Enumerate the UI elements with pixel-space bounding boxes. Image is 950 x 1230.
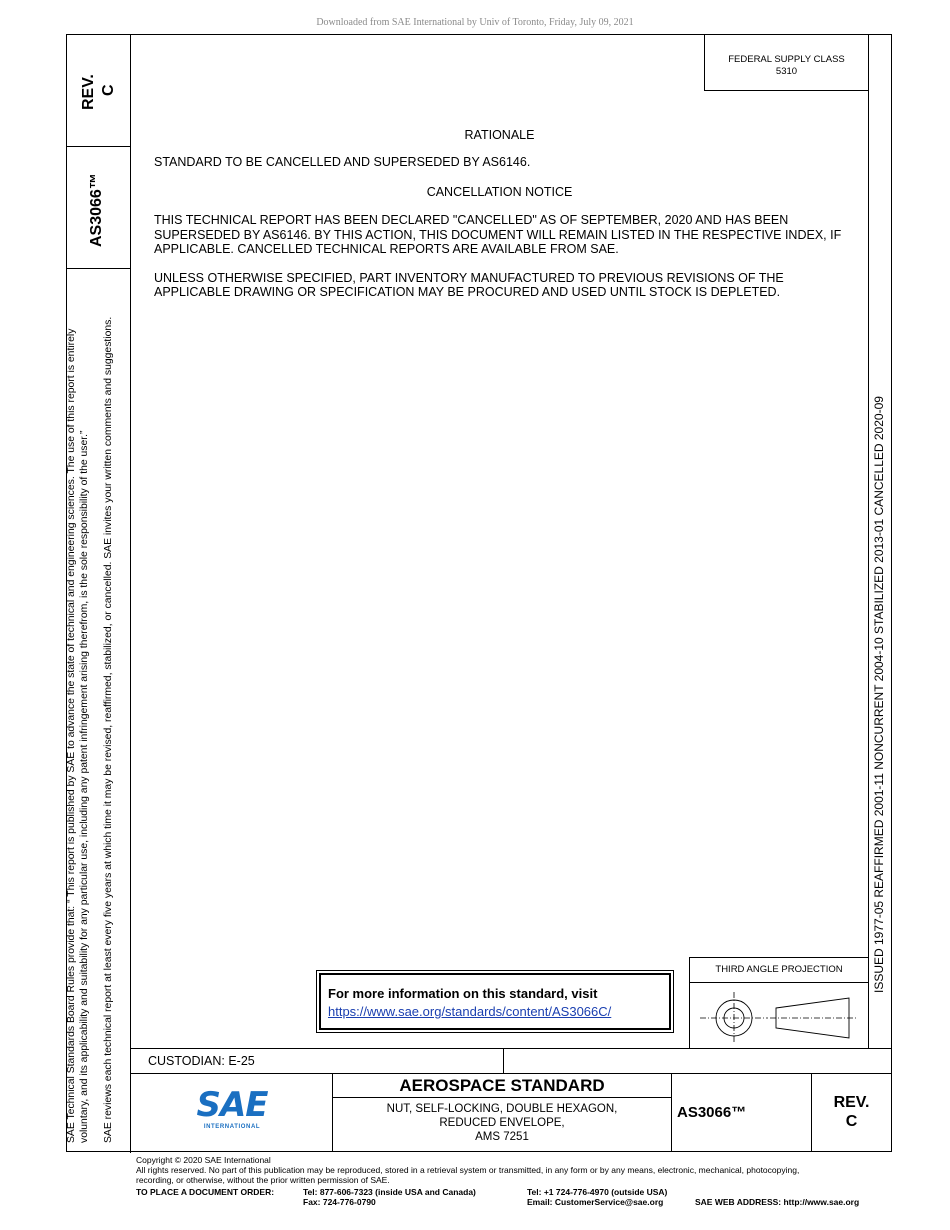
supply-class-value: 5310: [775, 66, 798, 77]
download-note: Downloaded from SAE International by Univ of Toronto, Friday, July 09, 2021: [316, 17, 634, 28]
projection-divider: [689, 982, 869, 983]
web-address: SAE WEB ADDRESS: http://www.sae.org: [695, 1197, 860, 1207]
tel-usa: Tel: 877-606-7323 (inside USA and Canada): [303, 1187, 476, 1197]
fax: Fax: 724-776-0790: [303, 1197, 376, 1207]
rights-line1: All rights reserved. No part of this publication may be reproduced, stored in a retrieval system or transmitted, in any form or by any means, electronic, mechanical, photocopying,: [136, 1165, 800, 1175]
inventory-line2: APPLICABLE DRAWING OR SPECIFICATION MAY BE PROCURED AND USED UNTIL STOCK IS DEPLETED.: [154, 285, 781, 299]
left-rev-label: REV.: [80, 74, 97, 110]
title-row-line: [131, 1073, 892, 1074]
inventory-line1: UNLESS OTHERWISE SPECIFIED, PART INVENTORY MANUFACTURED TO PREVIOUS REVISIONS OF THE: [154, 271, 784, 285]
info-box: [316, 970, 674, 1033]
title-doc-number: AS3066™: [677, 1104, 747, 1121]
custodian-row: [131, 1048, 892, 1049]
rationale-text: STANDARD TO BE CANCELLED AND SUPERSEDED BY AS6146.: [154, 155, 531, 169]
subtitle-line1: NUT, SELF-LOCKING, DOUBLE HEXAGON,: [386, 1103, 618, 1115]
supply-class-label: FEDERAL SUPPLY CLASS: [728, 54, 845, 65]
third-angle-projection-icon: [690, 984, 868, 1048]
cancellation-line1: THIS TECHNICAL REPORT HAS BEEN DECLARED "CANCELLED" AS OF SEPTEMBER, 2020 AND HAS BEEN: [154, 213, 789, 227]
subtitle-line3: AMS 7251: [475, 1131, 529, 1143]
cancellation-line3: APPLICABLE. CANCELLED TECHNICAL REPORTS ARE AVAILABLE FROM SAE.: [154, 242, 619, 256]
left-rev-letter: C: [100, 84, 117, 96]
sae-logo-mark: SAE: [196, 1085, 268, 1125]
info-box-inner: [319, 973, 671, 1030]
document-title: AEROSPACE STANDARD: [399, 1076, 605, 1095]
rationale-heading: RATIONALE: [464, 128, 535, 142]
rules-text-line2: voluntary, and its applicability and suitability for any particular use, including any patent infringement arising therefrom, is the sole responsibility of the user.”: [79, 430, 90, 1143]
title-rev-letter: C: [845, 1113, 858, 1130]
left-rev-box: [66, 34, 131, 147]
custodian-label: CUSTODIAN: E-25: [148, 1054, 255, 1068]
cancellation-line2: SUPERSEDED BY AS6146. BY THIS ACTION, THIS DOCUMENT WILL REMAIN LISTED IN THE RESPECTIVE INDEX, IF: [154, 228, 842, 242]
left-rules-column: [130, 268, 131, 1153]
document-history: ISSUED 1977-05 REAFFIRMED 2001-11 NONCURRENT 2004-10 STABILIZED 2013-01 CANCELLED 2020-09: [872, 396, 886, 993]
order-label: TO PLACE A DOCUMENT ORDER:: [136, 1187, 275, 1197]
left-doc-number: AS3066™: [88, 173, 105, 247]
info-box-heading: For more information on this standard, visit: [328, 986, 598, 1001]
sae-logo-sub: INTERNATIONAL: [203, 1124, 261, 1130]
subtitle-line2: REDUCED ENVELOPE,: [439, 1117, 565, 1129]
docnum-divider: [671, 1073, 672, 1152]
rules-text-line1: SAE Technical Standards Board Rules provide that: “ This report is published by SAE to advance the state of technical and engineering sciences. The use of this report is entirely: [66, 328, 77, 1143]
standard-link[interactable]: https://www.sae.org/standards/content/AS3066C/: [328, 1004, 612, 1019]
custodian-divider: [503, 1048, 504, 1073]
rights-line2: recording, or otherwise, without the prior written permission of SAE.: [136, 1175, 390, 1185]
title-rev-label: REV.: [833, 1094, 870, 1111]
title-underline: [333, 1097, 671, 1098]
projection-label: THIRD ANGLE PROJECTION: [715, 964, 843, 975]
cancellation-heading: CANCELLATION NOTICE: [426, 185, 573, 199]
right-history-column: [868, 34, 869, 1049]
copyright: Copyright © 2020 SAE International: [136, 1155, 271, 1165]
rules-text-line3: SAE reviews each technical report at least every five years at which time it may be revised, reaffirmed, stabilized, or cancelled. SAE invites your written comments and suggestions.: [103, 316, 114, 1143]
tel-outside: Tel: +1 724-776-4970 (outside USA): [527, 1187, 668, 1197]
email: Email: CustomerService@sae.org: [527, 1197, 664, 1207]
sae-logo: [196, 1085, 268, 1134]
